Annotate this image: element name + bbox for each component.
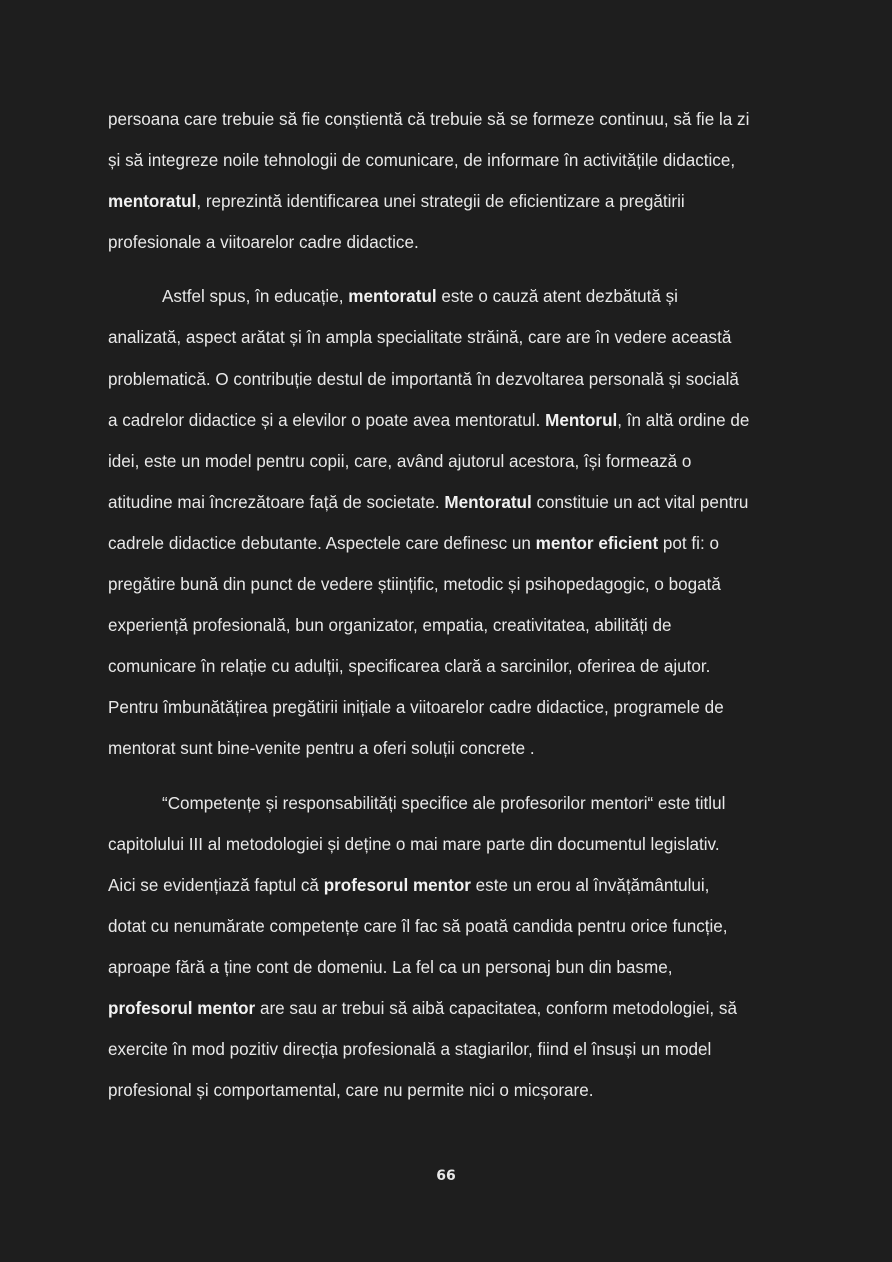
bold-term: Mentoratul bbox=[444, 492, 532, 512]
text-line: mentoratul, reprezintă identificarea unei strategii de eficientizare a pregătirii bbox=[108, 192, 685, 212]
body-text bbox=[108, 99, 798, 1111]
paragraph-3 bbox=[108, 783, 798, 1112]
text-line: profesionale a viitoarelor cadre didactice. bbox=[108, 233, 419, 253]
bold-term: Mentorul bbox=[545, 410, 618, 430]
text-line: profesional și comportamental, care nu permite nici o micșorare. bbox=[108, 1081, 594, 1101]
text-line: Astfel spus, în educație, mentoratul este o cauză atent dezbătută și bbox=[162, 287, 678, 307]
text-line: analizată, aspect arătat și în ampla specialitate străină, care are în vedere această bbox=[108, 328, 732, 348]
text-line: cadrele didactice debutante. Aspectele care definesc un mentor eficient pot fi: o bbox=[108, 533, 719, 553]
bold-term: profesorul mentor bbox=[108, 998, 256, 1018]
bold-term: profesorul mentor bbox=[323, 875, 471, 895]
text-line: dotat cu nenumărate competențe care îl fac să poată candida pentru orice funcție, bbox=[108, 916, 728, 936]
bold-term: mentoratul bbox=[348, 287, 437, 307]
text-line: capitolului III al metodologiei și deține o mai mare parte din documentul legislativ. bbox=[108, 834, 720, 854]
text-line: idei, este un model pentru copii, care, având ajutorul acestora, își formează o bbox=[108, 451, 692, 471]
text-line: Aici se evidențiază faptul că profesorul mentor este un erou al învățământului, bbox=[108, 875, 710, 895]
page-number: 66 bbox=[436, 1168, 456, 1184]
text-line: “Competențe și responsabilități specifice ale profesorilor mentori“ este titlul bbox=[162, 793, 726, 813]
text-line: și să integreze noile tehnologii de comunicare, de informare în activitățile didactice, bbox=[108, 151, 736, 171]
text-line: problematică. O contribuție destul de importantă în dezvoltarea personală și socială bbox=[108, 369, 739, 389]
text-line: exercite în mod pozitiv direcția profesională a stagiarilor, fiind el însuși un model bbox=[108, 1040, 712, 1060]
text-line: atitudine mai încrezătoare față de societate. Mentoratul constituie un act vital pentru bbox=[108, 492, 749, 512]
text-line: aproape fără a ține cont de domeniu. La fel ca un personaj bun din basme, bbox=[108, 957, 673, 977]
text-line: persoana care trebuie să fie conștientă că trebuie să se formeze continuu, să fie la zi bbox=[108, 110, 750, 129]
text-line: a cadrelor didactice și a elevilor o poate avea mentoratul. Mentorul, în altă ordine de bbox=[108, 410, 750, 430]
paragraph-2 bbox=[108, 276, 798, 769]
bold-term: mentoratul bbox=[108, 192, 197, 212]
bold-term: mentor eficient bbox=[535, 533, 659, 553]
text-line: pregătire bună din punct de vedere științific, metodic și psihopedagogic, o bogată bbox=[108, 575, 721, 595]
text-line: experiență profesională, bun organizator, empatia, creativitatea, abilități de bbox=[108, 616, 672, 636]
paragraph-1 bbox=[108, 99, 798, 263]
text-line: mentorat sunt bine-venite pentru a oferi soluții concrete . bbox=[108, 739, 535, 759]
text-line: Pentru îmbunătățirea pregătirii inițiale a viitoarelor cadre didactice, programele de bbox=[108, 698, 724, 718]
text-line: comunicare în relație cu adulții, specificarea clară a sarcinilor, oferirea de ajutor. bbox=[108, 657, 711, 677]
text-line: profesorul mentor are sau ar trebui să aibă capacitatea, conform metodologiei, să bbox=[108, 998, 737, 1018]
